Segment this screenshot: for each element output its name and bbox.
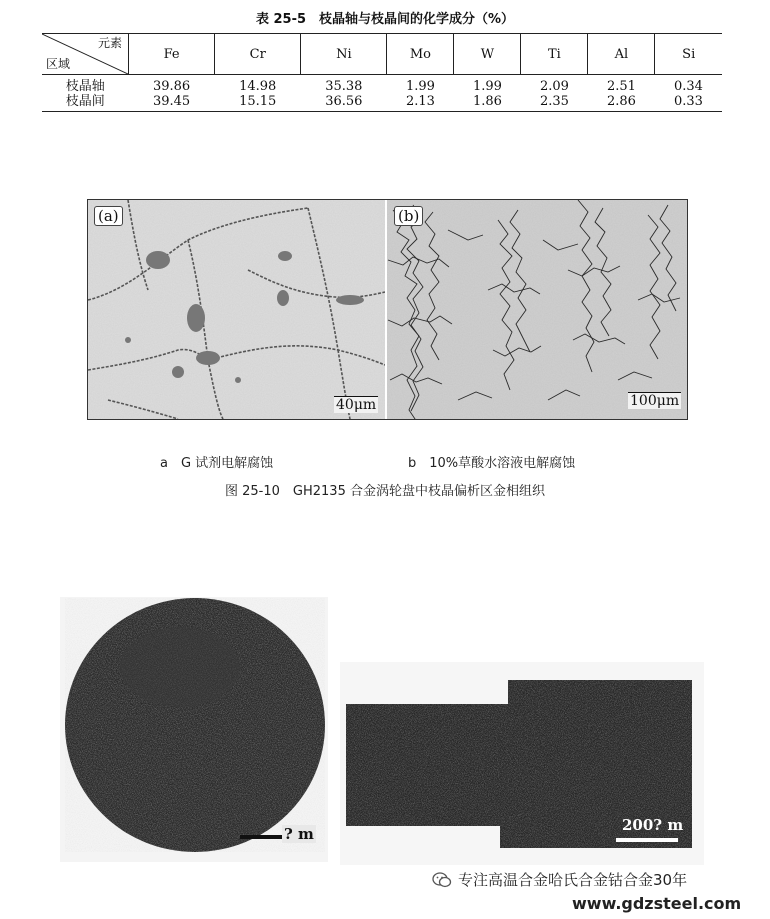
column-header: Mo xyxy=(387,34,454,75)
left-image-scale-label: ? m xyxy=(284,825,314,843)
table-cell: 15.15 xyxy=(215,94,301,112)
corner-label-element: 元素 xyxy=(97,36,122,50)
column-header: W xyxy=(454,34,521,75)
panel-b-label: (b) xyxy=(394,206,423,226)
table-cell: 2.09 xyxy=(539,79,569,94)
table-cell: 1.99 xyxy=(405,79,435,94)
panel-a-label: (a) xyxy=(94,206,123,226)
watermark-url: www.gdzsteel.com xyxy=(572,894,742,913)
column-header: Cr xyxy=(215,34,301,75)
table-title: 表 25-5 枝晶轴与枝晶间的化学成分（%） xyxy=(255,12,515,27)
panel-a-scale-bar: 40μm xyxy=(336,397,377,413)
table-cell: 39.45 xyxy=(129,94,215,112)
table-cell: 2.86 xyxy=(588,94,655,112)
table-cell: 2.51 xyxy=(606,79,636,94)
table-cell: 2.13 xyxy=(387,94,454,112)
row-label: 枝晶间 xyxy=(42,94,129,112)
table-cell: 14.98 xyxy=(239,79,277,94)
table-corner-cell xyxy=(42,34,129,75)
table-header-row xyxy=(42,34,722,75)
table-cell: 35.38 xyxy=(325,79,363,94)
column-header: Fe xyxy=(129,34,215,75)
table-row xyxy=(42,94,722,112)
table-cell: 1.86 xyxy=(454,94,521,112)
column-header: Si xyxy=(655,34,722,75)
corner-label-region: 区域 xyxy=(46,57,71,71)
composition-table xyxy=(42,33,722,112)
micrograph-figure xyxy=(87,199,688,420)
row-label: 枝晶轴 xyxy=(65,79,105,94)
table-cell: 36.56 xyxy=(301,94,387,112)
subcaption-a: a G 试剂电解腐蚀 xyxy=(160,456,274,471)
circular-sample-image xyxy=(60,597,328,862)
column-header: Al xyxy=(588,34,655,75)
subcaption-b: b 10%草酸水溶液电解腐蚀 xyxy=(408,456,576,471)
stepped-sample-image xyxy=(340,662,704,865)
panel-b-scale-bar: 100μm xyxy=(630,393,680,409)
column-header: Ni xyxy=(301,34,387,75)
table-cell: 1.99 xyxy=(472,79,502,94)
column-header: Ti xyxy=(521,34,588,75)
table-row xyxy=(42,75,722,95)
table-cell: 2.35 xyxy=(521,94,588,112)
table-cell: 39.86 xyxy=(152,79,191,94)
wechat-icon xyxy=(432,872,452,892)
watermark-slogan: 专注高温合金哈氏合金钴合金30年 xyxy=(458,871,688,889)
right-image-scale-label: 200? m xyxy=(622,816,684,834)
table-cell: 0.33 xyxy=(655,94,722,112)
figure-caption: 图 25-10 GH2135 合金涡轮盘中枝晶偏析区金相组织 xyxy=(225,484,545,499)
table-cell: 0.34 xyxy=(673,79,703,94)
micrograph-image xyxy=(88,200,687,419)
